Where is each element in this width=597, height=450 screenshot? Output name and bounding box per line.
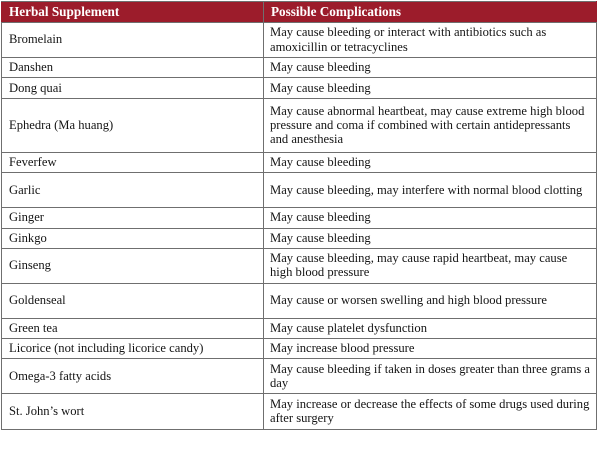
header-possible-complications: Possible Complications	[264, 2, 597, 23]
complication-text: May cause bleeding or interact with antibiotics such as amoxicillin or tetracyclines	[264, 23, 597, 58]
supplement-name: Ginger	[2, 208, 264, 228]
supplement-name: Danshen	[2, 58, 264, 78]
header-herbal-supplement: Herbal Supplement	[2, 2, 264, 23]
supplement-name: Feverfew	[2, 153, 264, 173]
complication-text: May cause bleeding if taken in doses greater than three grams a day	[264, 359, 597, 394]
table-row	[2, 208, 597, 228]
complication-text: May cause bleeding	[264, 153, 597, 173]
supplement-name: Goldenseal	[2, 283, 264, 318]
table-row	[2, 248, 597, 283]
supplement-name: St. John’s wort	[2, 394, 264, 430]
complication-text: May cause bleeding	[264, 228, 597, 248]
complication-text: May increase blood pressure	[264, 339, 597, 359]
complication-text: May cause bleeding	[264, 58, 597, 78]
table-row	[2, 359, 597, 394]
complication-text: May cause bleeding	[264, 208, 597, 228]
supplement-name: Garlic	[2, 173, 264, 208]
table-row	[2, 339, 597, 359]
table-row	[2, 153, 597, 173]
complication-text: May cause bleeding	[264, 78, 597, 99]
supplement-name: Green tea	[2, 318, 264, 338]
table-row	[2, 99, 597, 153]
table-row	[2, 318, 597, 338]
supplement-name: Omega-3 fatty acids	[2, 359, 264, 394]
supplement-name: Ginseng	[2, 248, 264, 283]
table-row	[2, 228, 597, 248]
complication-text: May cause abnormal heartbeat, may cause extreme high blood pressure and coma if combined with certain antidepressants and anesthesia	[264, 99, 597, 153]
complication-text: May cause bleeding, may cause rapid heartbeat, may cause high blood pressure	[264, 248, 597, 283]
table-row	[2, 173, 597, 208]
supplement-name: Bromelain	[2, 23, 264, 58]
table-row	[2, 78, 597, 99]
table-row	[2, 283, 597, 318]
complication-text: May cause platelet dysfunction	[264, 318, 597, 338]
table-row	[2, 23, 597, 58]
supplement-name: Dong quai	[2, 78, 264, 99]
complication-text: May increase or decrease the effects of some drugs used during after surgery	[264, 394, 597, 430]
complication-text: May cause or worsen swelling and high blood pressure	[264, 283, 597, 318]
supplement-name: Ephedra (Ma huang)	[2, 99, 264, 153]
table-row	[2, 58, 597, 78]
table-row	[2, 394, 597, 430]
supplement-name: Licorice (not including licorice candy)	[2, 339, 264, 359]
complication-text: May cause bleeding, may interfere with normal blood clotting	[264, 173, 597, 208]
supplement-name: Ginkgo	[2, 228, 264, 248]
herbal-supplement-table	[1, 1, 597, 430]
table-header-row	[2, 2, 597, 23]
